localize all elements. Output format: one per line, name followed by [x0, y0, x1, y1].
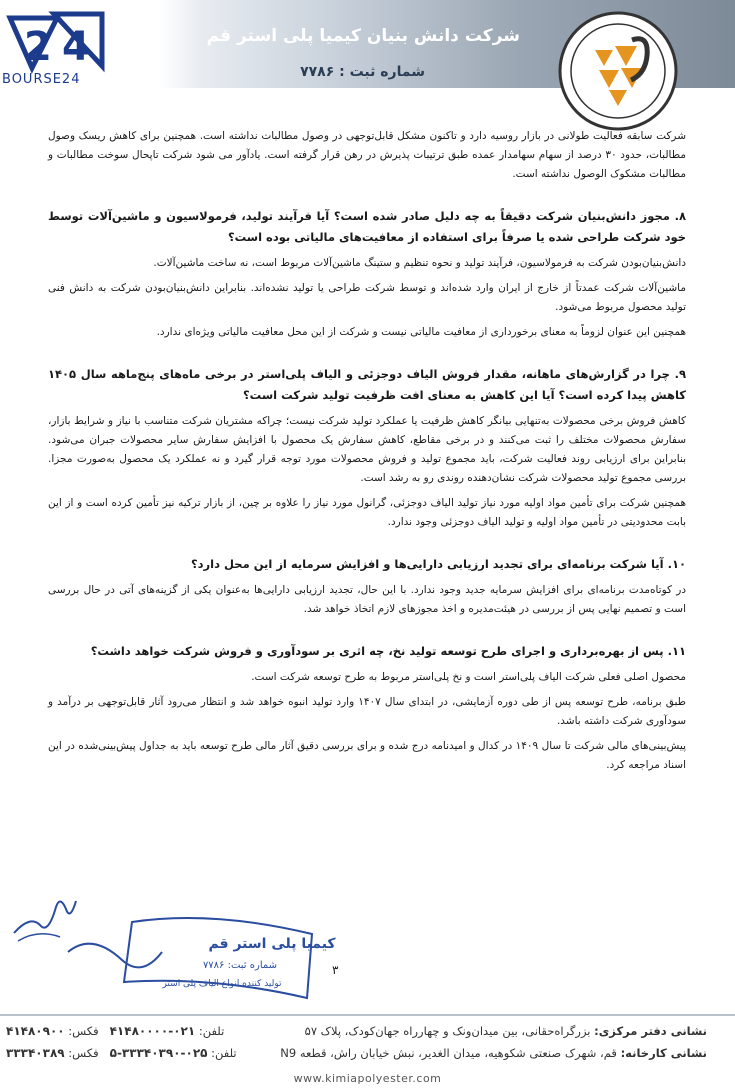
question-10: ۱۰. آیا شرکت برنامه‌ای برای تجدید ارزیابی دارایی‌ها و افزایش سرمایه از این محل دارد؟ [190, 557, 686, 571]
factory-contact-row [6, 1046, 237, 1060]
question-9: ۹. چرا در گزارش‌های ماهانه، مقدار فروش الیاف دوجزئی و الیاف پلی‌استر در برخی ماه‌های پنج‌ماهه سال ۱۴۰۵ کاهش پیدا کرده است؟ آیا این کاهش به معنای افت ظرفیت تولید شرکت است؟ [48, 367, 686, 402]
registration-number: شماره ثبت : ۷۷۸۶ [300, 64, 425, 80]
company-name: شرکت دانش بنیان کیمیا پلی استر قم [206, 26, 520, 46]
factory-fax: ۳۳۳۴۰۳۸۹ [6, 1046, 65, 1060]
office-address-row [305, 1024, 707, 1038]
bourse24-logo-text: BOURSE24 [2, 72, 81, 87]
factory-address-row [280, 1046, 707, 1060]
answer-11-1: محصول اصلی فعلی شرکت الیاف پلی‌استر است و نخ پلی‌استر مربوط به طرح توسعه شرکت است. [251, 671, 686, 683]
answer-11-2: طبق برنامه، طرح توسعه پس از طی دوره آزمایشی، در ابتدای سال ۱۴۰۷ وارد تولید انبوه خواهد شد و انتظار می‌رود آثار قابل‌توجهی بر درآمد و سودآوری شرکت داشته باشد. [48, 696, 686, 727]
footer-divider [0, 1014, 735, 1016]
office-address-label: نشانی دفتر مرکزی: [594, 1024, 707, 1038]
stamp-text-line2: شماره ثبت: ۷۷۸۶ [202, 960, 278, 971]
question-11: ۱۱. پس از بهره‌برداری و اجرای طرح توسعه تولید نخ، چه اثری بر سودآوری و فروش شرکت خواهد داشت؟ [90, 644, 686, 658]
answer-9-1: کاهش فروش برخی محصولات به‌تنهایی بیانگر کاهش ظرفیت یا عملکرد تولید شرکت نیست؛ چراکه مشتریان شرکت متناسب با نیاز و شرایط بازار، سفارش محصولات مختلف را ثبت می‌کنند و در برخی مقاطع، کاهش سفارش یک محصول با افزایش سفارش سایر محصولات جبران می‌شود. بنابراین برای ارزیابی روند فعالیت شرکت، باید مجموع تولید و فروش محصولات مورد توجه قرار گیرد و نه عملکرد یک محصول به‌صورت مجزا. بررسی مجموع تولید محصولات شرکت نشان‌دهنده روندی رو به رشد است. [48, 415, 686, 484]
office-tel-label: تلفن: [198, 1024, 225, 1038]
office-tel: ۰۲۱-۴۱۴۸۰۰۰۰ [109, 1024, 196, 1038]
factory-address: قم، شهرک صنعتی شکوهیه، میدان الغدیر، نبش خیابان راش، قطعه N9 [280, 1046, 617, 1060]
factory-tel-label: تلفن: [211, 1046, 237, 1060]
question-8: ۸. مجوز دانش‌بنیان شرکت دقیقاً به چه دلیل صادر شده است؟ آیا فرآیند تولید، فرمولاسیون و ماشین‌آلات توسط خود شرکت طراحی شده یا صرفاً برای استفاده از معافیت‌های مالیاتی بوده است؟ [48, 209, 686, 244]
kimia-polyester-logo [557, 10, 679, 132]
svg-text:4: 4 [62, 24, 90, 70]
factory-address-label: نشانی کارخانه: [620, 1046, 707, 1060]
factory-fax-label: فکس: [68, 1046, 99, 1060]
document-body [48, 127, 686, 781]
office-contact-row [6, 1024, 224, 1038]
intro-paragraph: شرکت سابقه فعالیت طولانی در بازار روسیه دارد و تاکنون مشکل قابل‌توجهی در وصول مطالبات نداشته است. همچنین برای کاهش ریسک وصول مطالبات، حدود ۳۰ درصد از سهام سهامدار عمده طبق ترتیبات پذیرش در رهن قرار گرفته است. یادآور می شود شرکت تاپحال سوخت مطالبات و مطالبات مشکوک الوصول نداشته است. [48, 130, 686, 180]
answer-8-1: دانش‌بنیان‌بودن شرکت به فرمولاسیون، فرآیند تولید و نحوه تنظیم و ستینگ ماشین‌آلات مربوط است، نه ساخت ماشین‌آلات. [153, 257, 686, 269]
factory-tel: ۰۲۵-۳۳۳۴۰۳۹۰-۵ [109, 1046, 208, 1060]
page-number: ۳ [332, 963, 339, 977]
svg-text:2: 2 [24, 24, 52, 70]
company-stamp [62, 912, 352, 1007]
answer-8-2: ماشین‌آلات شرکت عمدتاً از خارج از ایران وارد شده‌اند و توسط شرکت طراحی یا تولید نشده‌اند. بنابراین دانش‌بنیان‌بودن شرکت به دانش فنی تولید محصول مربوط می‌شود. [48, 282, 686, 313]
answer-11-3: پیش‌بینی‌های مالی شرکت تا سال ۱۴۰۹ در کدال و امیدنامه درج شده و برای بررسی دقیق آثار مالی طرح توسعه باید به جداول پیش‌بینی‌شده در این اسناد مراجعه کرد. [48, 740, 686, 771]
answer-8-3: همچنین این عنوان لزوماً به معنای برخورداری از معافیت مالیاتی نیست و شرکت از این محل معافیت مالیاتی ویژه‌ای ندارد. [156, 326, 686, 338]
stamp-text-line3: تولید کننده انواع الیاف پلی استر [162, 979, 282, 989]
office-address: بزرگراه‌حقانی، بین میدان‌ونک و چهارراه جهان‌کودک، پلاک ۵۷ [304, 1024, 591, 1038]
office-fax: ۴۱۴۸۰۹۰۰ [6, 1024, 65, 1038]
answer-9-2: همچنین شرکت برای تأمین مواد اولیه مورد نیاز تولید الیاف دوجزئی، گرانول مورد نیاز را علاوه بر چین، از بازار ترکیه نیز تأمین کرده است و از این بابت محدودیتی در تأمین مواد اولیه و تولید الیاف دوجزئی وجود ندارد. [48, 497, 686, 528]
office-fax-label: فکس: [68, 1024, 99, 1038]
stamp-text-line1: کیمیا پلی استر قم [208, 936, 336, 952]
website-link[interactable]: www.kimiapolyester.com [293, 1072, 442, 1085]
answer-10-1: در کوتاه‌مدت برنامه‌ای برای افزایش سرمایه جدید وجود ندارد. با این حال، تجدید ارزیابی دارایی‌ها به‌عنوان یکی از گزینه‌های آتی در حال بررسی است و تصمیم نهایی پس از بررسی در هیئت‌مدیره و اخذ مجوزهای لازم اتخاذ خواهد شد. [48, 584, 686, 615]
